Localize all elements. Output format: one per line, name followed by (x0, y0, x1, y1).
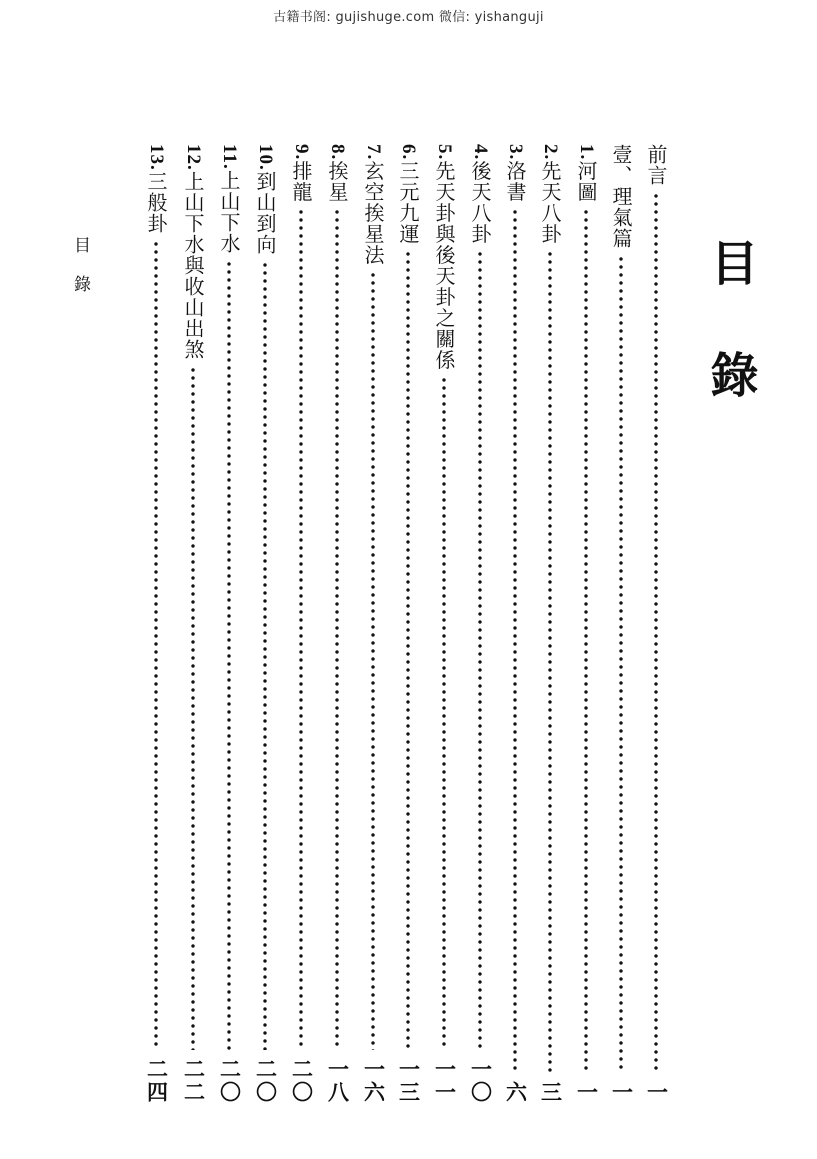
toc-entry-heading (255, 144, 275, 255)
toc-entry-number: 13. (146, 144, 167, 171)
toc-entry-title: 先天八卦 (538, 160, 562, 245)
toc-entry-heading (434, 144, 454, 370)
toc-entry-page: 二〇 (217, 1058, 242, 1104)
dot-leader (513, 208, 517, 1073)
dot-leader (654, 192, 658, 1073)
toc-entry-page: 二〇 (289, 1058, 314, 1104)
toc-entry-title: 挨星 (325, 160, 349, 203)
running-header: 目錄 (70, 236, 90, 314)
toc-entry-5 (429, 144, 459, 1104)
toc-entry-11 (214, 144, 244, 1104)
toc-entry-9 (286, 144, 316, 1104)
toc-entry-page: 一 (609, 1081, 634, 1104)
toc-entry-heading (146, 144, 166, 234)
toc-entry-heading (219, 144, 239, 254)
toc-entry-12 (178, 144, 208, 1104)
toc-entry-heading (183, 144, 203, 360)
toc-entry-number: 9. (291, 144, 312, 161)
toc-entry-title: 上山下水 (217, 169, 241, 254)
toc-entry-number: 6. (398, 144, 419, 161)
toc-entry-number: 7. (363, 144, 384, 161)
toc-entry-number: 12. (183, 144, 204, 171)
dot-leader (548, 250, 552, 1073)
dot-leader (406, 250, 410, 1050)
toc-entry-heading (327, 144, 347, 202)
toc-entry-heading (363, 144, 383, 265)
dot-leader (478, 250, 482, 1050)
toc-entry-title: 排龍 (289, 160, 313, 203)
toc-entry-heading (398, 144, 418, 244)
toc-entry-title: 到山到向 (253, 170, 277, 255)
toc-entry-title: 三元九運 (396, 160, 420, 245)
toc-entry-heading (540, 144, 560, 244)
dot-leader (227, 260, 231, 1050)
dot-leader (619, 255, 623, 1073)
toc-entry-heading (611, 144, 631, 249)
toc-entry-number: 3. (505, 144, 526, 161)
toc-entry-title: 玄空挨星法 (361, 160, 385, 266)
toc-entry-page: 二四 (144, 1058, 169, 1104)
toc-entry-8 (322, 144, 352, 1104)
toc-entry-number: 8. (327, 144, 348, 161)
toc-entry-preface (641, 144, 671, 1104)
toc-entry-title: 上山下水與收山出煞 (181, 170, 205, 360)
toc-entry-number: 1. (576, 144, 597, 161)
toc-entry-3 (500, 144, 530, 1104)
toc-entry-number: 4. (470, 144, 491, 161)
toc-entry-title: 後天八卦 (468, 160, 492, 245)
dot-leader (299, 208, 303, 1050)
toc-entry-title: 先天卦與後天卦之關係 (432, 160, 456, 371)
toc-entry-page: 一一 (432, 1058, 457, 1104)
toc-entry-number: 11. (219, 144, 240, 170)
toc-entry-number: 2. (540, 144, 561, 161)
dot-leader (442, 376, 446, 1050)
dot-leader (584, 208, 588, 1073)
toc-entry-page: 二〇 (253, 1058, 278, 1104)
toc-entry-title: 洛書 (503, 160, 527, 203)
toc-entry-4 (465, 144, 495, 1104)
dot-leader (191, 366, 195, 1050)
toc-entry-page: 二二 (181, 1058, 206, 1104)
toc-entry-title: 河圖 (574, 160, 598, 203)
toc-entry-heading (505, 144, 525, 202)
page-title: 目錄 (702, 238, 758, 462)
toc-entry-heading (646, 144, 666, 186)
toc-entry-title: 三般卦 (144, 170, 168, 234)
dot-leader (371, 271, 375, 1050)
toc-entry-number: 5. (434, 144, 455, 161)
toc-entry-heading (470, 144, 490, 244)
dot-leader (263, 261, 267, 1050)
toc-entry-page: 一 (574, 1081, 599, 1104)
dot-leader (335, 208, 339, 1050)
toc-entry-page: 一〇 (468, 1058, 493, 1104)
toc-entry-page: 一八 (325, 1058, 350, 1104)
toc-entry-part-one (606, 144, 636, 1104)
toc-entry-10 (250, 144, 280, 1104)
toc-entry-number: 10. (255, 144, 276, 171)
toc-entry-page: 一 (644, 1081, 669, 1104)
toc-entry-title: 前言 (644, 144, 668, 186)
toc-entry-page: 三 (538, 1081, 563, 1104)
toc-entry-page: 一三 (396, 1058, 421, 1104)
toc-entry-7 (358, 144, 388, 1104)
toc-entry-6 (393, 144, 423, 1104)
watermark-text: 古籍书阁: gujishuge.com 微信: yishanguji (273, 10, 544, 25)
dot-leader (154, 240, 158, 1050)
toc-entry-1 (571, 144, 601, 1104)
toc-entry-heading (576, 144, 596, 202)
toc-entry-13 (141, 144, 171, 1104)
toc-entry-heading (291, 144, 311, 202)
toc-entry-page: 一六 (361, 1058, 386, 1104)
toc-entry-page: 六 (503, 1081, 528, 1104)
toc-entry-title: 壹、理氣篇 (609, 144, 633, 249)
toc-entry-2 (535, 144, 565, 1104)
